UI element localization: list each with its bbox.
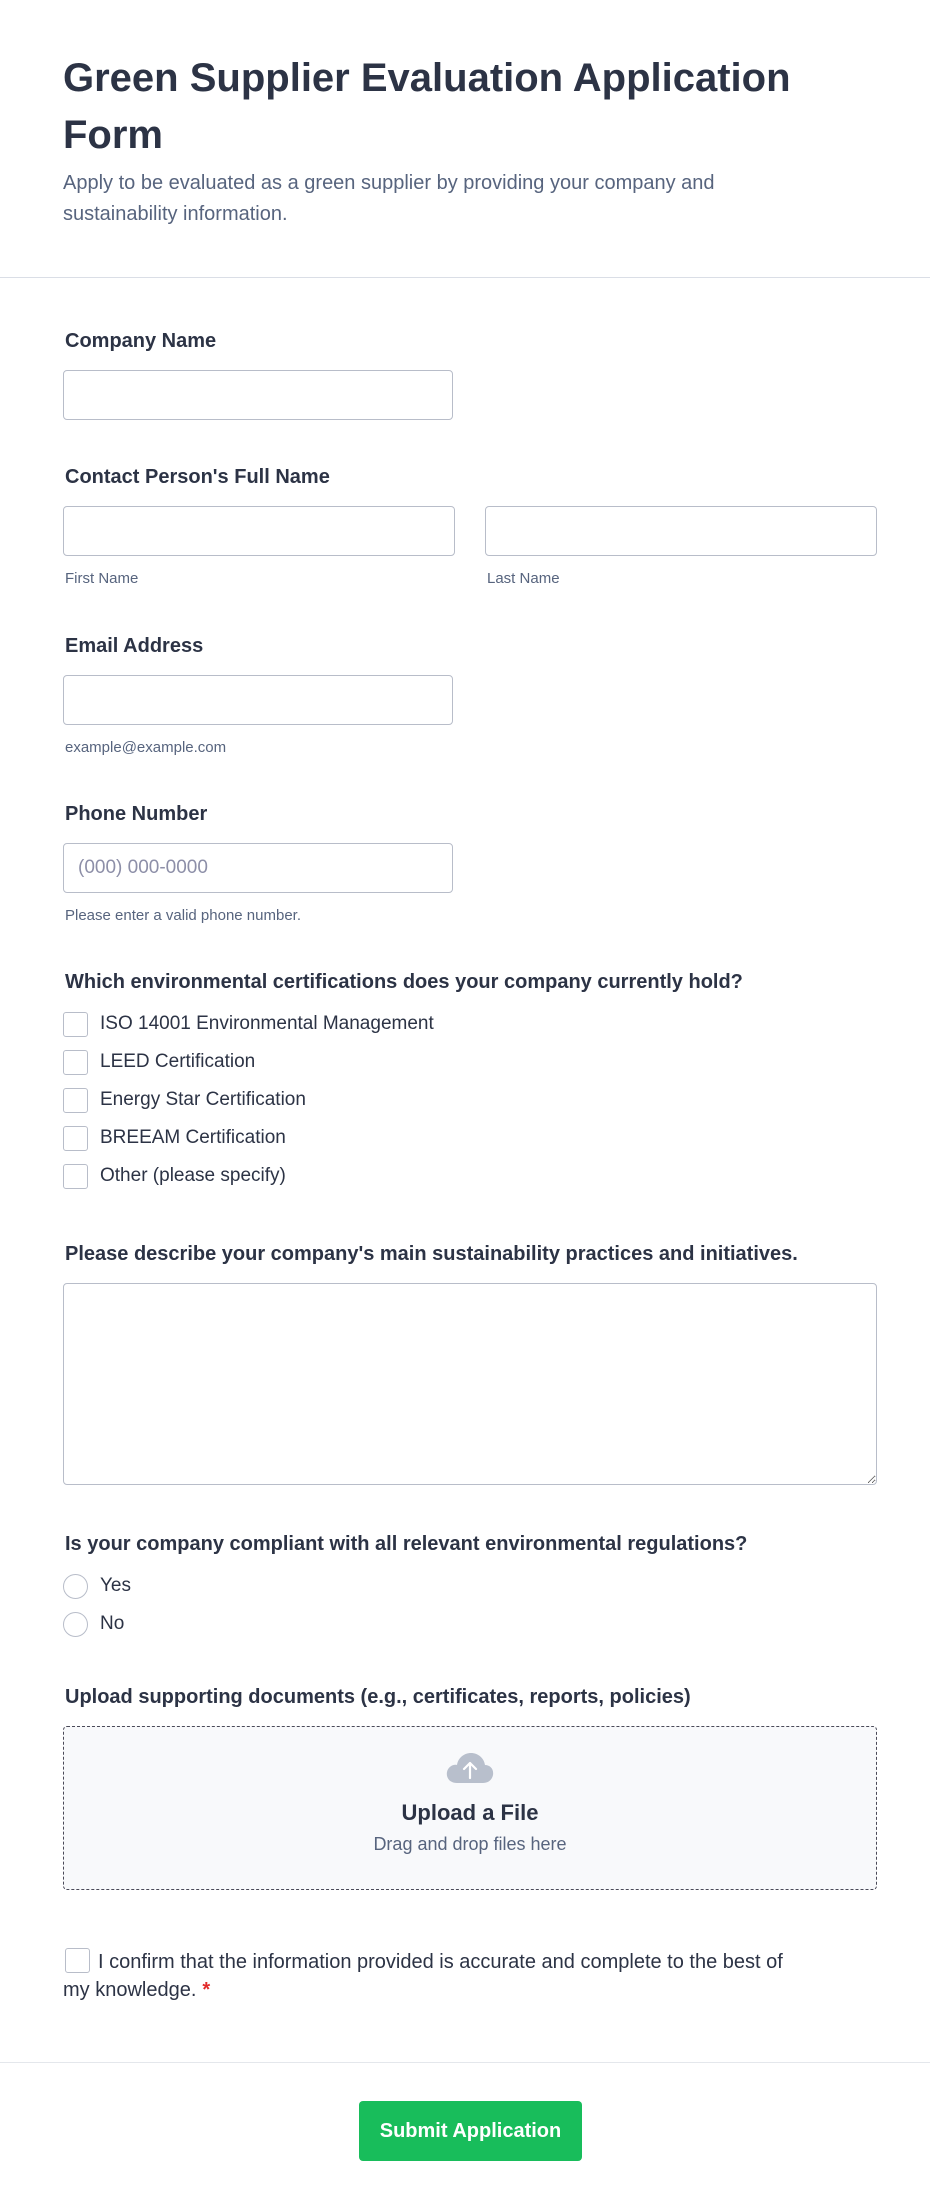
checkbox[interactable] — [63, 1050, 88, 1075]
checkbox[interactable] — [63, 1012, 88, 1037]
first-name-input[interactable] — [63, 506, 455, 556]
cloud-upload-icon — [445, 1772, 495, 1789]
radio-button[interactable] — [63, 1612, 88, 1637]
submit-button[interactable]: Submit Application — [359, 2101, 582, 2161]
form-body — [0, 278, 930, 2063]
upload-label: Upload supporting documents (e.g., certificates, reports, policies) — [65, 1686, 691, 1708]
last-name-input[interactable] — [485, 506, 877, 556]
email-label: Email Address — [65, 635, 204, 657]
option-label: Other (please specify) — [100, 1165, 286, 1186]
contact-name-field — [63, 464, 877, 588]
checkbox[interactable] — [63, 1164, 88, 1189]
checkbox[interactable] — [63, 1126, 88, 1151]
option-label: LEED Certification — [100, 1051, 256, 1072]
last-name-sublabel: Last Name — [487, 570, 560, 587]
confirm-field — [63, 1948, 803, 2004]
compliance-options — [63, 1567, 747, 1643]
company-name-field — [63, 328, 453, 420]
option-label: ISO 14001 Environmental Management — [100, 1013, 434, 1034]
certifications-label: Which environmental certifications does your company currently hold? — [65, 971, 743, 993]
required-mark: * — [202, 1979, 211, 2001]
certification-option-iso14001[interactable] — [63, 1005, 743, 1043]
contact-name-label: Contact Person's Full Name — [65, 466, 330, 488]
practices-label: Please describe your company's main sustainability practices and initiatives. — [65, 1243, 798, 1265]
phone-sublabel: Please enter a valid phone number. — [65, 907, 301, 924]
confirm-checkbox[interactable] — [65, 1948, 90, 1973]
company-name-label: Company Name — [65, 330, 217, 352]
radio-button[interactable] — [63, 1574, 88, 1599]
compliance-option-no[interactable] — [63, 1605, 747, 1643]
phone-input[interactable] — [63, 843, 453, 893]
page-title: Green Supplier Evaluation Application Form — [63, 56, 791, 157]
file-upload-dropzone[interactable] — [63, 1726, 877, 1890]
option-label: Yes — [100, 1575, 131, 1596]
option-label: No — [100, 1613, 125, 1634]
page-subtitle: Apply to be evaluated as a green supplier by providing your company and sustainability information. — [63, 172, 715, 225]
certifications-options — [63, 1005, 743, 1195]
confirm-text: I confirm that the information provided is accurate and complete to the best of my knowledge. — [63, 1951, 783, 2001]
upload-field — [63, 1684, 877, 1890]
upload-title: Upload a File — [401, 1800, 539, 1825]
upload-subtitle: Drag and drop files here — [373, 1834, 567, 1854]
certifications-field — [63, 969, 743, 1195]
form-header — [0, 0, 930, 278]
certification-option-breeam[interactable] — [63, 1119, 743, 1157]
company-name-input[interactable] — [63, 370, 453, 420]
phone-field — [63, 801, 453, 925]
practices-field — [63, 1241, 877, 1485]
checkbox[interactable] — [63, 1088, 88, 1113]
certification-option-other[interactable] — [63, 1157, 743, 1195]
certification-option-energy-star[interactable] — [63, 1081, 743, 1119]
practices-textarea[interactable] — [63, 1283, 877, 1485]
email-sublabel: example@example.com — [65, 739, 227, 756]
compliance-field — [63, 1531, 747, 1643]
email-input[interactable] — [63, 675, 453, 725]
phone-label: Phone Number — [65, 803, 208, 825]
option-label: BREEAM Certification — [100, 1127, 286, 1148]
certification-option-leed[interactable] — [63, 1043, 743, 1081]
option-label: Energy Star Certification — [100, 1089, 306, 1110]
compliance-option-yes[interactable] — [63, 1567, 747, 1605]
compliance-label: Is your company compliant with all relevant environmental regulations? — [65, 1533, 748, 1555]
form-footer — [0, 2063, 930, 2211]
email-field — [63, 633, 453, 757]
first-name-sublabel: First Name — [65, 570, 139, 587]
